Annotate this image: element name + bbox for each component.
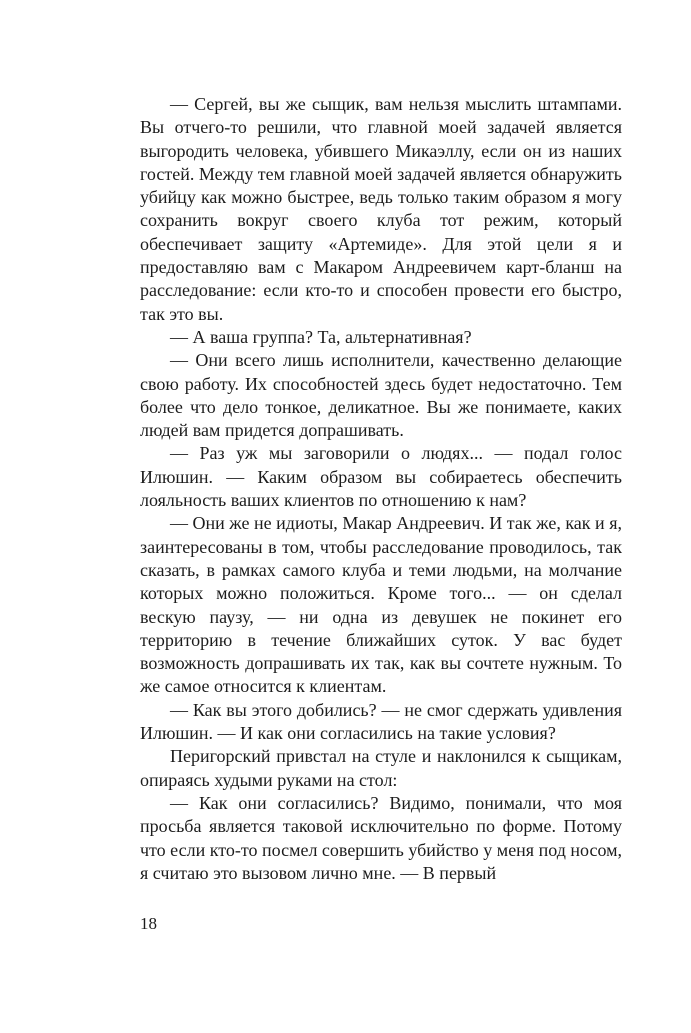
paragraph-6: — Как вы этого добились? — не смог сдержать удивления Илюшин. — И как они согласились на такие условия? bbox=[140, 699, 622, 744]
paragraph-3: — Они всего лишь исполнители, качественно делающие свою работу. Их способностей здесь будет недостаточно. Тем более что дело тонкое, деликатное. Вы же понимаете, каких людей вам придется допрашивать. bbox=[140, 350, 622, 441]
paragraph-1: — Сергей, вы же сыщик, вам нельзя мыслить штампами. Вы отчего-то решили, что главной моей задачей является выгородить человека, убившего Микаэллу, если он из наших гостей. Между тем главной моей задачей является обнаружить убийцу как можно быстрее, ведь только таким образом я могу сохранить вокруг своего клуба тот режим, который обеспечивает защиту «Артемиде». Для этой цели я и предоставляю вам с Макаром Андреевичем карт-бланш на расследование: если кто-то и способен провести его быстро, так это вы. bbox=[140, 94, 622, 324]
paragraph-4: — Раз уж мы заговорили о людях... — подал голос Илюшин. — Каким образом вы собираетесь обеспечить лояльность ваших клиентов по отношению к нам? bbox=[140, 443, 622, 511]
page-number: 18 bbox=[140, 914, 157, 933]
paragraph-7: Перигорский привстал на стуле и наклонился к сыщикам, опираясь худыми руками на стол: bbox=[140, 746, 622, 790]
paragraph-8: — Как они согласились? Видимо, понимали, что моя просьба является таковой исключительно по форме. Потому что если кто-то посмел совершить убийство у меня под носом, я считаю это вызовом лично мне. — В первый bbox=[140, 792, 622, 883]
text-block bbox=[140, 93, 622, 885]
paragraph-5: — Они же не идиоты, Макар Андреевич. И так же, как и я, заинтересованы в том, чтобы расследование проводилось, так сказать, в рамках самого клуба и теми людьми, на молчание которых можно положиться. Кроме того... — он сделал вескую паузу, — ни одна из девушек не покинет его территорию в течение ближайших суток. У вас будет возможность допрашивать их так, как вы сочтете нужным. То же самое относится к клиентам. bbox=[140, 513, 622, 697]
paragraph-2: — А ваша группа? Та, альтернативная? bbox=[170, 326, 472, 347]
